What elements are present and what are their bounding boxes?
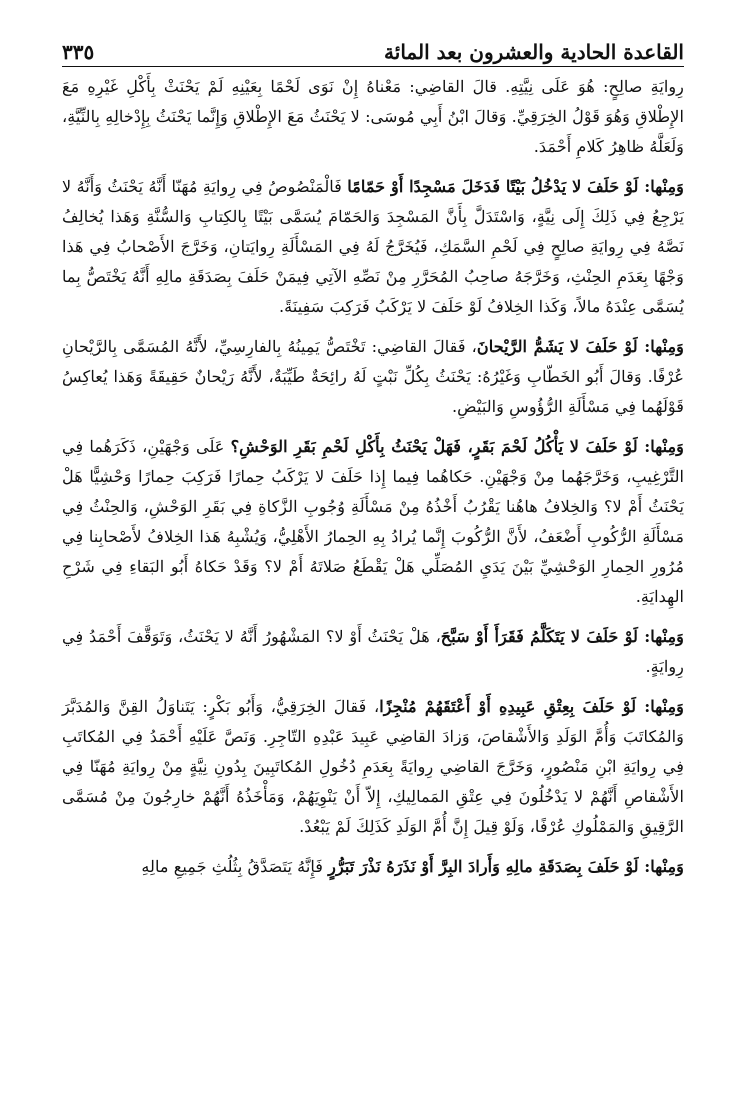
paragraph-text: ، هَلْ يَحْنَثُ أَوْ لا؟ المَشْهُورُ أَنَّهُ لا يَحْنَثُ، وَتَوَقَّفَ أَحْمَدُ فِي رِوايَةٍ.	[62, 627, 684, 676]
paragraph-text: رِوايَةِ صالِحٍ: هُوَ عَلَى نِيَّتِهِ. قالَ القاضِي: مَعْناهُ إِنْ نَوَى لَحْمًا بِعَيْنِهِ لَمْ يَحْنَثْ بِأَكْلِ غَيْرِهِ مَعَ الإِطْلاقِ وَهُوَ قَوْلُ الخِرَقِيِّ. وَقالَ ابْنُ أَبِي مُوسَى: لا يَحْنَثُ مَعَ الإِطْلاقِ وَإِنَّما يَحْنَثُ بِإِدْخالِهِ بِالنِّيَّةِ، وَلَعَلَّهُ ظاهِرُ كَلامِ أَحْمَدَ.	[62, 77, 684, 156]
paragraph-text: ، فَقالَ القاضِي: تَخْتَصُّ يَمِينُهُ بِالفارِسِيِّ، لأَنَّهُ المُسَمَّى بِالرَّيْحانِ عُرْفًا. وَقالَ أَبُو الخَطّابِ وَغَيْرُهُ: يَحْنَثُ بِكُلِّ نَبْتٍ لَهُ رائِحَةٌ طَيِّبَةٌ، لأَنَّهُ رَيْحانٌ حَقِيقَةً وَهَذا يُعاكِسُ قَوْلَهُما فِي مَسْأَلَةِ الرُّؤُوسِ وَالبَيْضِ.	[62, 337, 684, 416]
body-text	[62, 72, 684, 892]
paragraph-lead: وَمِنْها: لَوْ حَلَفَ لا يَشَمُّ الرَّيْحانَ	[476, 337, 684, 356]
header-rule	[62, 66, 684, 67]
paragraph-lead: وَمِنْها: لَوْ حَلَفَ لا يَتَكَلَّمُ فَقَرَأَ أَوْ سَبَّحَ	[440, 627, 684, 646]
running-header	[62, 30, 684, 64]
paragraph	[62, 692, 684, 842]
paragraph-lead: وَمِنْها: لَوْ حَلَفَ لا يَدْخُلُ بَيْتًا فَدَخَلَ مَسْجِدًا أَوْ حَمّامًا	[347, 177, 684, 196]
paragraph-text: ، فَقالَ الخِرَقِيُّ، وَأَبُو بَكْرٍ: يَتَناوَلُ القِنَّ وَالمُدَبَّرَ وَالمُكاتَبَ وَأُمَّ الوَلَدِ وَالأَشْقاصَ، وَزادَ القاضِي عَبِيدَ عَبْدِهِ التّاجِرِ. وَنَصَّ عَلَيْهِ أَحْمَدُ فِي المُكاتَبِ فِي رِوايَةِ ابْنِ مَنْصُورٍ، وَخَرَّجَ القاضِي رِوايَةً بِعَدَمِ دُخُولِ المُكاتَبِينَ بِدُونِ نِيَّةٍ مِنْ رِوايَةِ مُهَنّا فِي الأَشْقاصِ أَنَّهُمْ لا يَدْخُلُونَ فِي عِتْقِ المَمالِيكِ، إِلاّ أَنْ يَنْوِيَهُمْ، وَمَأْخَذُهُ أَنَّهُمْ خارِجُونَ مِنْ مُسَمَّى الرَّقِيقِ وَالمَمْلُوكِ عُرْفًا، وَلَوْ قِيلَ إِنَّ أُمَّ الوَلَدِ كَذَلِكَ لَمْ يَبْعُدْ.	[62, 697, 684, 836]
paragraph-lead: وَمِنْها: لَوْ حَلَفَ لا يَأْكُلُ لَحْمَ بَقَرٍ، فَهَلْ يَحْنَثُ بِأَكْلِ لَحْمِ بَقَرِ الوَحْشِ؟	[230, 437, 684, 456]
paragraph-text: فَالْمَنْصُوصُ فِي رِوايَةِ مُهَنّا أَنَّهُ يَحْنَثُ وَأَنَّهُ لا يَرْجِعُ فِي ذَلِكَ إِلَى نِيَّةٍ، وَاسْتَدَلَّ بِأَنَّ المَسْجِدَ وَالحَمّامَ يُسَمَّى بَيْتًا بِالكِتابِ وَالسُّنَّةِ وَهَذا يُخالِفُ نَصَّهُ فِي رِوايَةِ صالِحٍ فِي لَحْمِ السَّمَكِ، فَيُخَرَّجُ لَهُ فِي المَسْأَلَةِ رِوايَتانِ، وَخَرَّجَ الأَصْحابُ فِي هَذا وَجْهًا بِعَدَمِ الحِنْثِ، وَخَرَّجَهُ صاحِبُ المُحَرَّرِ مِنْ نَصِّهِ الآتِي فِيمَنْ حَلَفَ بِصَدَقَةِ مالِهِ أَنَّهُ يَخْتَصُّ بِما يُسَمَّى عِنْدَهُ مالاً، وَكَذا الخِلافُ لَوْ حَلَفَ لا يَرْكَبُ فَرَكِبَ سَفِينَةً.	[62, 177, 684, 316]
paragraph-lead: وَمِنْها: لَوْ حَلَفَ بِصَدَقَةِ مالِهِ وَأَرادَ البِرَّ أَوْ نَذَرَهُ نَذْرَ تَبَرُّرٍ	[328, 857, 684, 876]
paragraph	[62, 172, 684, 322]
paragraph	[62, 432, 684, 612]
paragraph-text: عَلَى وَجْهَيْنِ، ذَكَرَهُما فِي التَّرْغِيبِ، وَخَرَّجَهُما مِنْ وَجْهَيْنِ. حَكاهُما فِيما إِذا حَلَفَ لا يَرْكَبُ حِمارًا فَرَكِبَ حِمارًا وَحْشِيًّا هَلْ يَحْنَثُ أَمْ لا؟ وَالخِلافُ هاهُنا يَقْرُبُ أَخْذُهُ مِنْ مَسْأَلَةِ وُجُوبِ الزَّكاةِ فِي بَقَرِ الوَحْشِ، وَالحِنْثُ فِي مَسْأَلَةِ الرُّكُوبِ أَضْعَفُ، لأَنَّ الرُّكُوبَ إِنَّما يُرادُ بِهِ الحِمارُ الأَهْلِيُّ، وَيُشْبِهُ هَذا الخِلافُ لأَصْحابِنا فِي مُرُورِ الحِمارِ الوَحْشِيِّ بَيْنَ يَدَيِ المُصَلِّي هَلْ يَقْطَعُ صَلاتَهُ أَمْ لا؟ وَقَدْ حَكاهُ أَبُو البَقاءِ فِي شَرْحِ الهِدايَةِ.	[62, 437, 684, 606]
paragraph	[62, 332, 684, 422]
paragraph	[62, 852, 684, 882]
paragraph-lead: وَمِنْها: لَوْ حَلَفَ بِعِتْقِ عَبِيدِهِ أَوْ أَعْتَقَهُمْ مُنْجِزًا	[379, 697, 684, 716]
running-title: القاعدة الحادية والعشرون بعد المائة	[384, 40, 684, 64]
paragraph-text: فَإِنَّهُ يَتَصَدَّقُ بِثُلُثِ جَمِيعِ مالِهِ	[141, 857, 329, 876]
page-number: ٣٣٥	[62, 40, 95, 64]
paragraph	[62, 72, 684, 162]
paragraph	[62, 622, 684, 682]
